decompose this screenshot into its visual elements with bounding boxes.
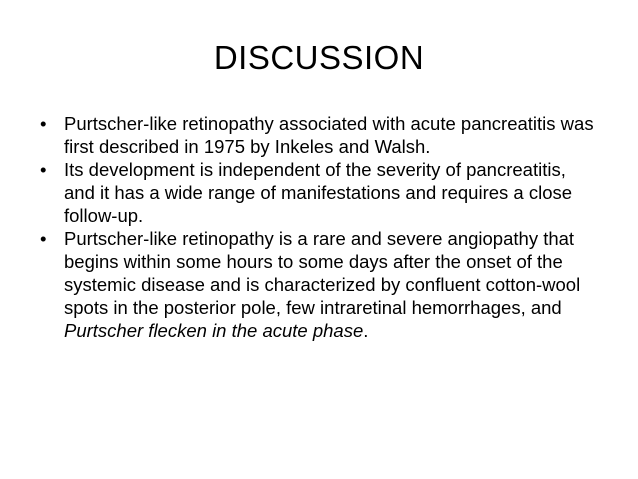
bullet-item	[40, 112, 600, 158]
bullet-icon: •	[40, 159, 47, 180]
bullet-icon: •	[40, 228, 47, 249]
bullet-icon: •	[40, 113, 47, 134]
bullet-text: Purtscher-like retinopathy is a rare and severe angiopathy that begins within some hours to some days after the onset of the systemic disease and is characterized by confluent cotton-wool spots in the posterior pole, few intraretinal hemorrhages, and	[64, 228, 581, 318]
bullet-item	[40, 227, 600, 342]
slide-title: DISCUSSION	[213, 39, 425, 76]
bullet-trailing-text: .	[363, 320, 369, 341]
bullet-item	[40, 158, 600, 227]
bullet-text: Purtscher-like retinopathy associated with acute pancreatitis was first described in 1975 by Inkeles and Walsh.	[64, 113, 594, 157]
bullet-italic-text: Purtscher flecken in the acute phase	[64, 320, 364, 341]
bullet-list	[40, 112, 600, 342]
bullet-text: Its development is independent of the severity of pancreatitis, and it has a wide range of manifestations and requires a close follow-up.	[64, 159, 573, 226]
